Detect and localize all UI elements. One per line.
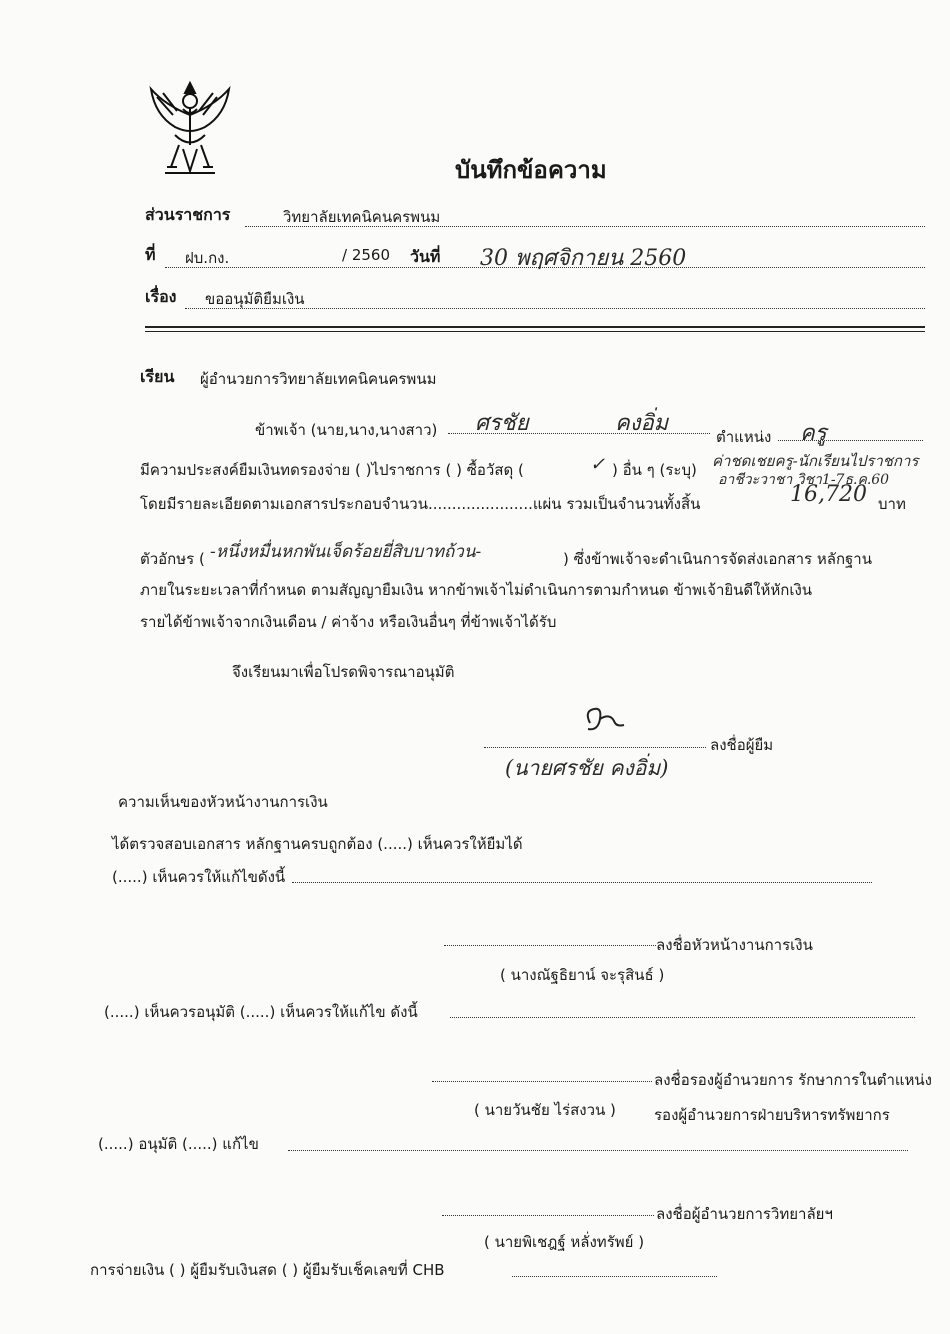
line2-other-value: ค่าชดเชยครู-นักเรียนไปราชการ: [712, 452, 919, 470]
finance-line1: ได้ตรวจสอบเอกสาร หลักฐานครบถูกต้อง (.....) เห็นควรให้ยืมได้: [112, 835, 523, 853]
director-line1-dots: [288, 1150, 908, 1151]
director-sign-label: ลงชื่อผู้อำนวยการวิทยาลัยฯ: [656, 1205, 833, 1223]
deputy-line1-dots: [450, 1017, 915, 1018]
finance-heading: ความเห็นของหัวหน้างานการเงิน: [118, 793, 328, 811]
agency-label: ส่วนราชการ: [145, 205, 231, 224]
borrower-sign-label: ลงชื่อผู้ยืม: [710, 736, 774, 754]
director-line1: (.....) อนุมัติ (.....) แก้ไข: [98, 1135, 259, 1153]
date-label: วันที่: [410, 247, 441, 266]
finance-line2-dots: [292, 882, 872, 883]
date-value: 30 พฤศจิกายน 2560: [480, 246, 687, 271]
line1-prefix: ข้าพเจ้า (นาย,นาง,นางสาว): [255, 421, 438, 439]
borrower-signature-icon: [580, 703, 630, 739]
finance-name: ( นางณัฐธิยาน์ จะรุสินธ์ ): [500, 966, 665, 984]
finance-sign-dots: [444, 945, 656, 946]
deputy-name: ( นายวันชัย ไร่สงวน ): [474, 1101, 616, 1119]
no-value: ฝบ.กง.: [185, 249, 230, 267]
amount-words: -หนึ่งหมื่นหกพันเจ็ดร้อยยี่สิบบาทถ้วน-: [210, 542, 482, 562]
finance-sign-label: ลงชื่อหัวหน้างานการเงิน: [656, 936, 813, 954]
line2-other-note: อาชีวะวาชา วิชา1-7ธ.ค.60: [718, 472, 890, 488]
finance-line2: (.....) เห็นควรให้แก้ไขดังนี้: [112, 868, 286, 886]
line6-text: รายได้ข้าพเจ้าจากเงินเดือน / ค่าจ้าง หรือเงินอื่นๆ ที่ข้าพเจ้าได้รับ: [140, 613, 557, 631]
to-value: ผู้อำนวยการวิทยาลัยเทคนิคนครพนม: [200, 370, 437, 388]
director-sign-dots: [442, 1215, 654, 1216]
line3-text: โดยมีรายละเอียดตามเอกสารประกอบจำนวน......................แผ่น รวมเป็นจำนวนทั้งสิ้น: [140, 495, 701, 513]
position-label: ตำแหน่ง: [716, 428, 772, 446]
deputy-line1: (.....) เห็นควรอนุมัติ (.....) เห็นควรให้แก้ไข ดังนี้: [104, 1003, 418, 1021]
agency-value: วิทยาลัยเทคนิคนครพนม: [283, 208, 441, 226]
line2-check: ✓: [590, 454, 606, 475]
line2-rest: ) อื่น ๆ (ระบุ): [612, 461, 697, 479]
subject-dots: [185, 308, 925, 309]
line2-text: มีความประสงค์ยืมเงินทดรองจ่าย ( )ไปราชการ ( ) ซื้อวัสดุ (: [140, 461, 524, 479]
line5-text: ภายในระยะเวลาที่กำหนด ตามสัญญายืมเงิน หากข้าพเจ้าไม่ดำเนินการตามกำหนด ข้าพเจ้ายินดีให้หักเงิน: [140, 581, 813, 599]
to-label: เรียน: [140, 367, 175, 386]
borrower-last-name: คงอิ่ม: [615, 411, 669, 436]
line4-prefix: ตัวอักษร (: [140, 550, 205, 568]
deputy-sign-label: ลงชื่อรองผู้อำนวยการ รักษาการในตำแหน่ง: [654, 1071, 932, 1089]
agency-dots: [245, 226, 925, 227]
closing-text: จึงเรียนมาเพื่อโปรดพิจารณาอนุมัติ: [232, 663, 455, 681]
garuda-emblem-icon: [145, 75, 235, 185]
amount-value: 16,720: [790, 482, 867, 507]
payment-dots: [512, 1276, 717, 1277]
memo-title: บันทึกข้อความ: [455, 156, 607, 184]
no-label: ที่: [145, 245, 156, 264]
no-year: / 2560: [342, 246, 390, 264]
borrower-printed-name: (นายศรชัย คงอิ่ม): [505, 756, 669, 780]
subject-label: เรื่อง: [145, 287, 177, 306]
position-value: ครู: [800, 421, 827, 446]
deputy-position: รองผู้อำนวยการฝ่ายบริหารทรัพยากร: [654, 1106, 890, 1124]
header-rule-2: [145, 331, 925, 332]
borrower-sign-dots: [484, 747, 706, 748]
amount-unit: บาท: [878, 495, 906, 513]
no-dots: [165, 267, 925, 268]
payment-line: การจ่ายเงิน ( ) ผู้ยืมรับเงินสด ( ) ผู้ยืมรับเช็คเลขที่ CHB: [90, 1261, 445, 1279]
header-rule: [145, 326, 925, 328]
director-name: ( นายพิเชฎฐ์ หลั่งทรัพย์ ): [484, 1233, 645, 1251]
deputy-sign-dots: [432, 1081, 652, 1082]
subject-value: ขออนุมัติยืมเงิน: [205, 290, 305, 308]
line4-suffix: ) ซึ่งข้าพเจ้าจะดำเนินการจัดส่งเอกสาร หลักฐาน: [563, 550, 872, 568]
borrower-first-name: ศรชัย: [475, 411, 529, 436]
